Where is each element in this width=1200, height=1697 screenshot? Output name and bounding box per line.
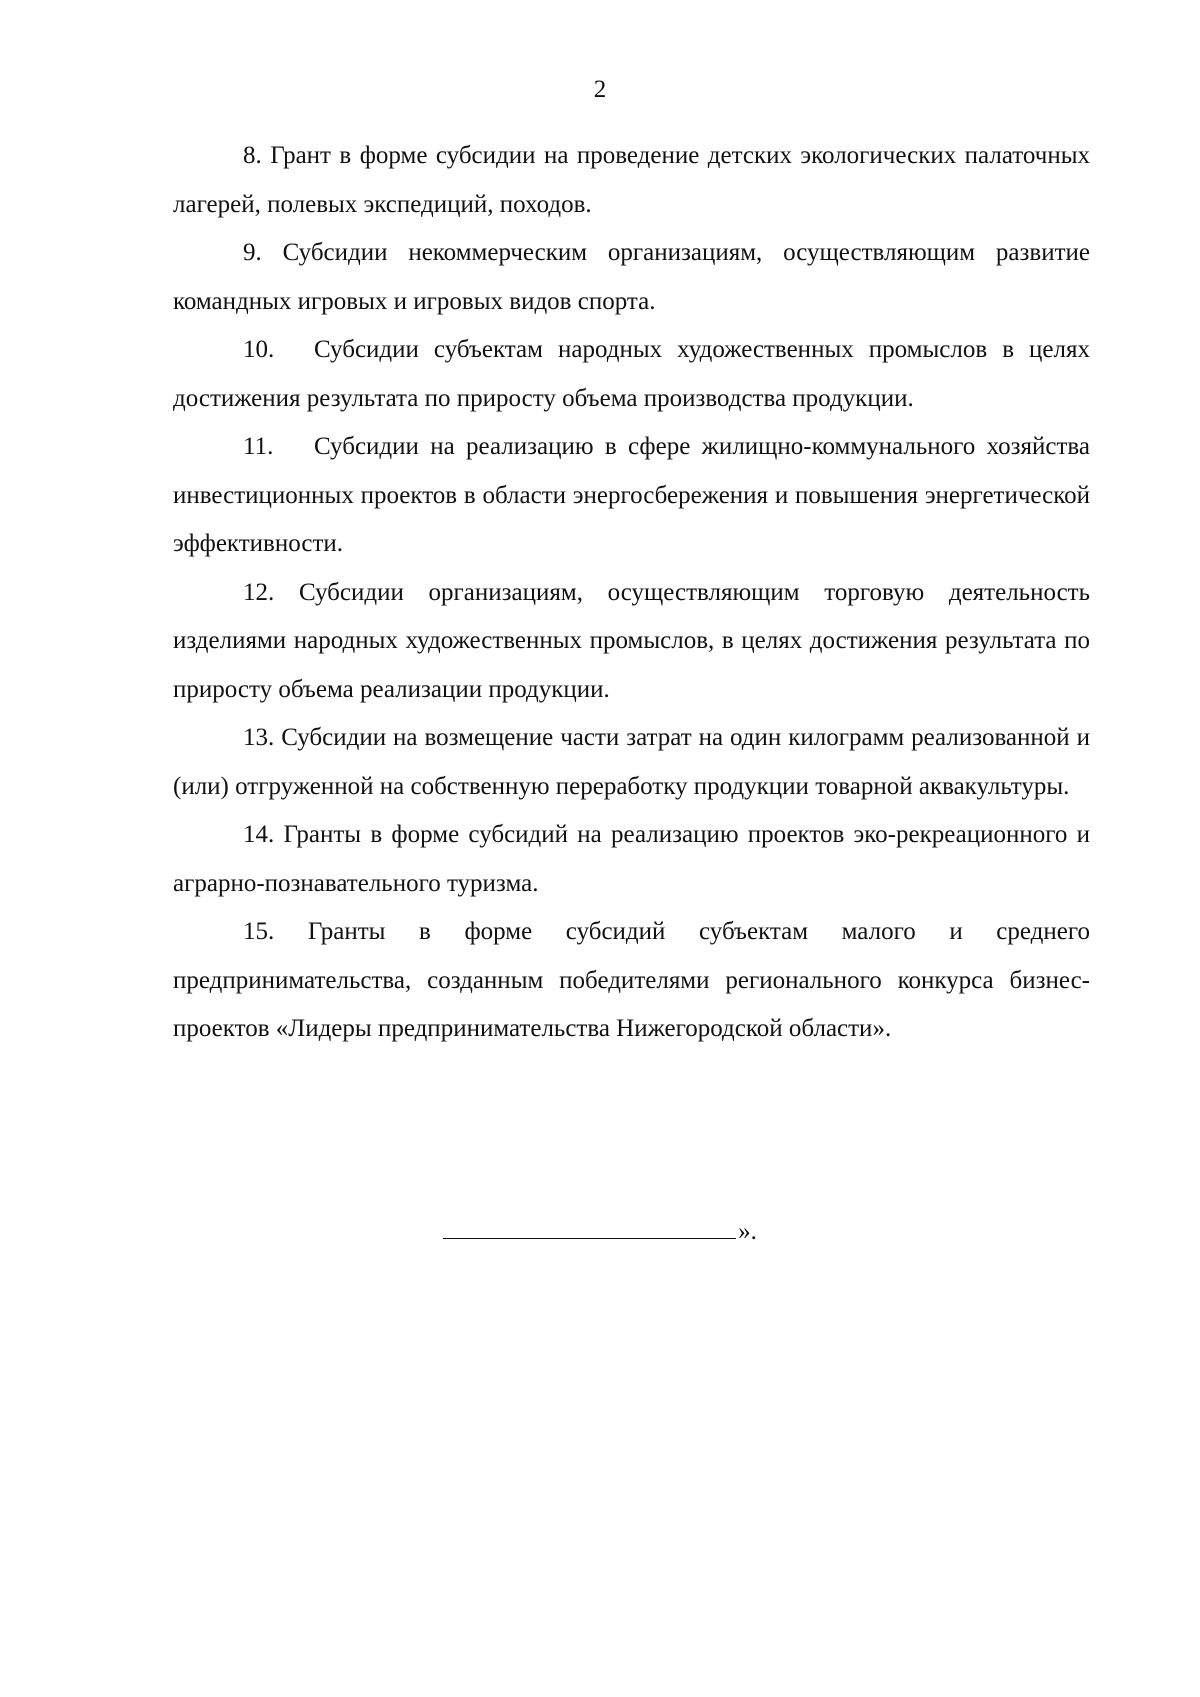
item-text: Гранты в форме субсидий на реализацию проектов эко-рекреационного и аграрно-познавательного туризма. <box>173 821 1090 897</box>
item-text: Гранты в форме субсидий субъектам малого и среднего предпринимательства, созданным победителями регионального конкурса бизнес-проектов «Лидеры предпринимательства Нижегородской области». <box>173 918 1090 1042</box>
item-number: 11. <box>243 433 274 460</box>
item-number: 13. <box>243 724 275 751</box>
list-item-15 <box>173 908 1090 1054</box>
item-number: 12. <box>243 578 275 606</box>
list-item-13 <box>173 714 1090 811</box>
item-number: 14. <box>243 821 275 848</box>
list-item-14 <box>173 811 1090 908</box>
list-item-8 <box>173 132 1090 229</box>
closing-line <box>0 1212 1200 1252</box>
item-text: Грант в форме субсидии на проведение детских экологических палаточных лагерей, полевых экспедиций, походов. <box>173 142 1090 218</box>
page-number: 2 <box>593 76 607 103</box>
list-item-11 <box>173 423 1090 569</box>
list-item-12 <box>173 569 1090 715</box>
item-number: 8. <box>243 142 262 169</box>
document-body <box>173 132 1090 1054</box>
item-text: Субсидии на возмещение части затрат на один килограмм реализованной и (или) отгруженной на собственную переработку продукции товарной аквакультуры. <box>173 724 1090 800</box>
closing-mark: ». <box>738 1218 757 1245</box>
item-text: Субсидии организациям, осуществляющим торговую деятельность изделиями народных художественных промыслов, в целях достижения результата по приросту объема реализации продукции. <box>173 578 1091 703</box>
item-number: 10. <box>243 336 275 363</box>
signature-rule <box>443 1216 736 1239</box>
item-text: Субсидии некоммерческим организациям, осуществляющим развитие командных игровых и игровых видов спорта. <box>173 239 1090 315</box>
list-item-9 <box>173 229 1090 326</box>
item-text: Субсидии субъектам народных художественных промыслов в целях достижения результата по приросту объема производства продукции. <box>173 336 1090 412</box>
item-number: 9. <box>243 239 262 266</box>
list-item-10 <box>173 326 1090 423</box>
item-number: 15. <box>243 918 275 945</box>
item-text: Субсидии на реализацию в сфере жилищно-коммунального хозяйства инвестиционных проектов в области энергосбережения и повышения энергетической эффективности. <box>173 433 1090 557</box>
